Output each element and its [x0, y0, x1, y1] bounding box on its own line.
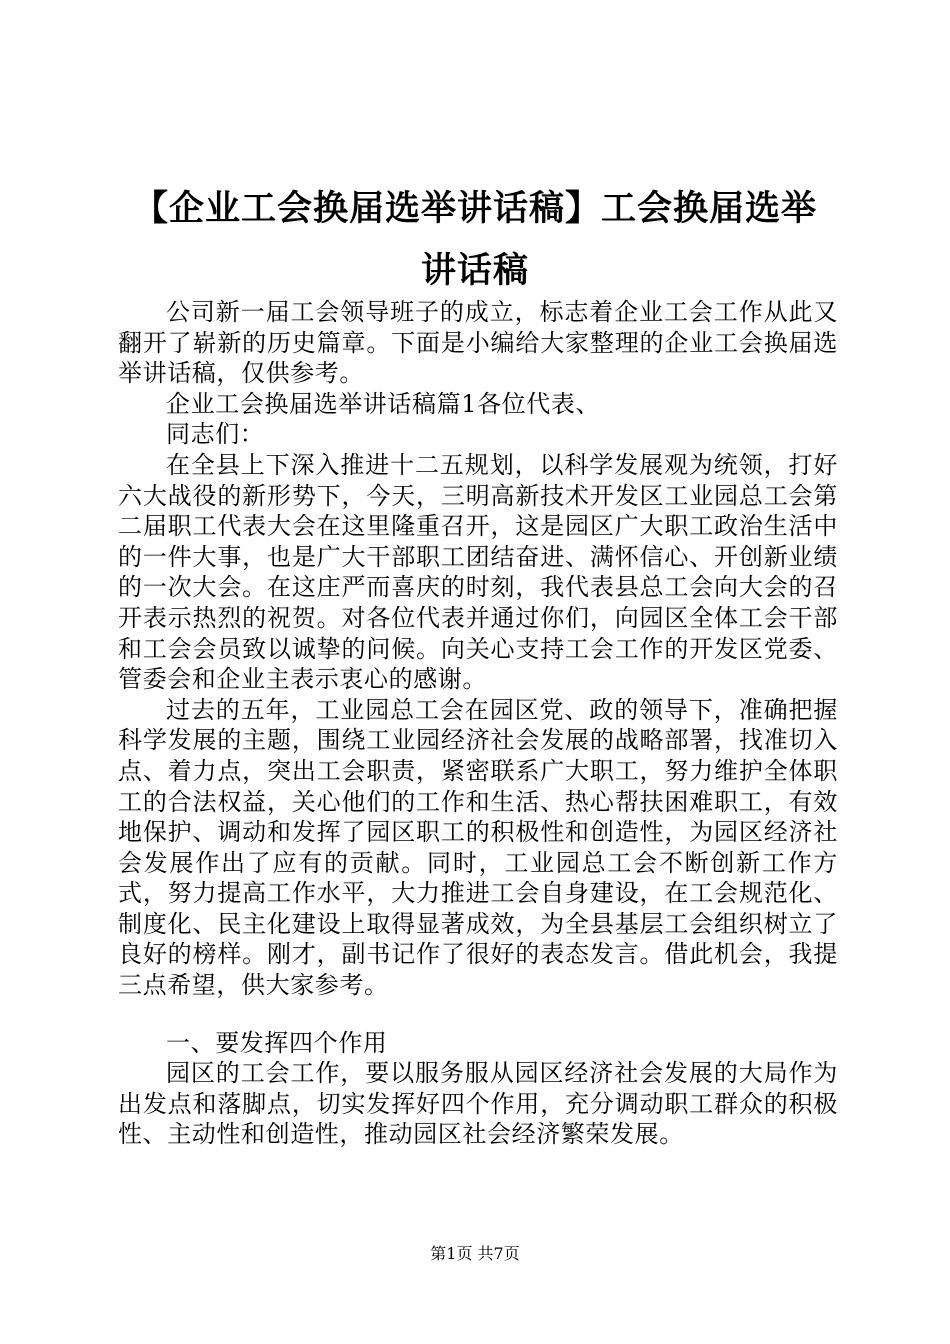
- speech-heading-paragraph: 企业工会换届选举讲话稿篇1各位代表、: [166, 389, 601, 418]
- document-title: 【企业工会换届选举讲话稿】工会换届选举讲话稿: [132, 188, 817, 291]
- page-number-footer: 第1页 共7页: [430, 1244, 520, 1263]
- body-paragraph: 在全县上下深入推进十二五规划，以科学发展观为统领，打好六大战役的新形势下，今天，三明高新技术开发区工业园总工会第二届职工代表大会在这里隆重召开，这是园区广大职工政治生活中的一件大事，也是广大干部职工团结奋进、满怀信心、开创新业绩的一次大会。在这庄严而喜庆的时刻，我代表县总工会向大会的召开表示热烈的祝贺。对各位代表并通过你们，向园区全体工会干部和工会会员致以诚挚的问候。向关心支持工会工作的开发区党委、管委会和企业主表示衷心的感谢。: [118, 450, 838, 694]
- salutation-paragraph: 同志们：: [166, 420, 265, 449]
- body-paragraph: 园区的工会工作，要以服务服从园区经济社会发展的大局作为出发点和落脚点，切实发挥好四个作用，充分调动职工群众的积极性、主动性和创造性，推动园区社会经济繁荣发展。: [118, 1059, 838, 1149]
- document-body: [118, 297, 838, 1150]
- intro-paragraph: 公司新一届工会领导班子的成立，标志着企业工会工作从此又翻开了崭新的历史篇章。下面是小编给大家整理的企业工会换届选举讲话稿，仅供参考。: [118, 298, 838, 388]
- body-paragraph: 过去的五年，工业园总工会在园区党、政的领导下，准确把握科学发展的主题，围绕工业园经济社会发展的战略部署，找准切入点、着力点，突出工会职责，紧密联系广大职工，努力维护全体职工的合法权益，关心他们的工作和生活、热心帮扶困难职工，有效地保护、调动和发挥了园区职工的积极性和创造性，为园区经济社会发展作出了应有的贡献。同时，工业园总工会不断创新工作方式，努力提高工作水平，大力推进工会自身建设，在工会规范化、制度化、民主化建设上取得显著成效，为全县基层工会组织树立了良好的榜样。刚才，副书记作了很好的表态发言。借此机会，我提三点希望，供大家参考。: [118, 695, 838, 1000]
- section-heading: 一、要发挥四个作用: [166, 1028, 388, 1057]
